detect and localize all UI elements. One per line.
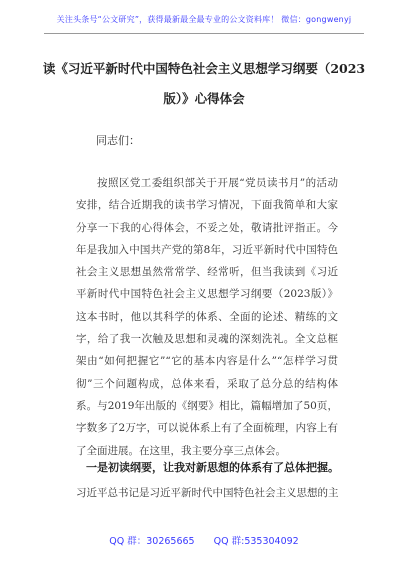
header-divider — [44, 33, 364, 34]
footer-qq-group-1: QQ 群：30265665 — [109, 536, 195, 547]
salutation: 同志们： — [96, 134, 140, 147]
footer — [0, 533, 408, 547]
document-title: 读《习近平新时代中国特色社会主义思想学习纲要（2023版）》心得体会 — [42, 61, 366, 106]
footer-qq-group-2: QQ 群:535304092 — [213, 536, 299, 547]
section-heading: 一是初读纲要，让我对新思想的体系有了总体把握。 — [86, 461, 339, 474]
body-paragraph: 按照区党工委组织部关于开展“党员读书月”的活动安排，结合近期我的读书学习情况，下面我简单和大家分享一下我的心得体会，不妥之处，敬请批评指正。今年是我加入中国共产党的第8年，习近平新时代中国特色社会主义思想虽然常常学、经常听，但当我读到《习近平新时代中国特色社会主义思想学习纲要（2023版）》这本书时，他以其科学的体系、全面的论述、精练的文字，给了我一次触及思想和灵魂的深刻洗礼。全文总框架由“如何把握它”“它的基本内容是什么”“怎样学习贯彻”三个问题构成，总体来看，采取了总分总的结构体系。与2019年出版的《纲要》相比，篇幅增加了50页，字数多了2万字，可以说体系上有了全面梳理，内容上有了全面进展。在这里，我主要分享三点体会。 — [76, 177, 338, 457]
header-banner: 关注头条号“公文研究”，获得最新最全最专业的公文资料库！ 微信：gongwenyj — [56, 15, 352, 24]
section-paragraph: 习近平总书记是习近平新时代中国特色社会主义思想的主 — [76, 487, 339, 499]
